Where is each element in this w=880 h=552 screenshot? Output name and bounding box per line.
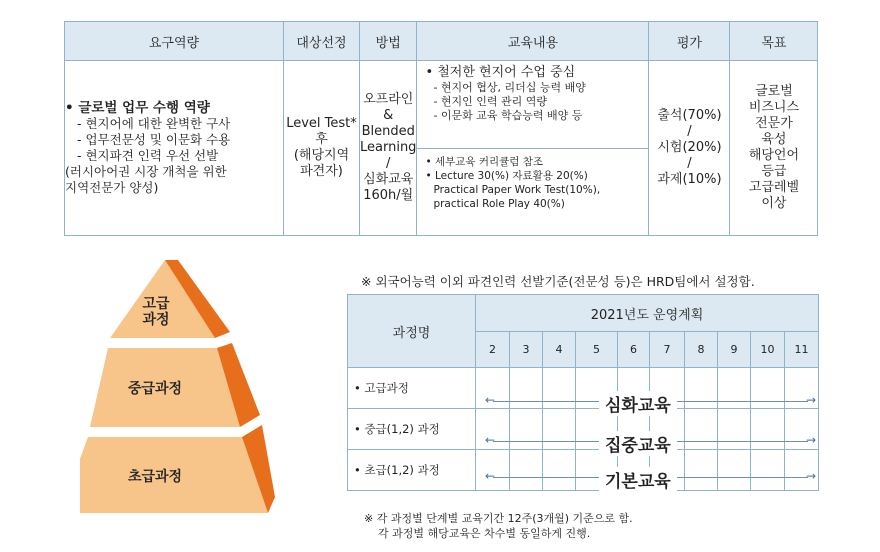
goal-line: 고급레벨 bbox=[748, 180, 800, 195]
evaluation-cell bbox=[649, 61, 730, 236]
timeline-arrow: ← → 기본교육 bbox=[485, 469, 816, 492]
target-line: 파견자) bbox=[300, 164, 343, 179]
timeline-arrow: ← → 집중교육 bbox=[485, 433, 816, 456]
goal-line: 전문가 bbox=[755, 116, 793, 131]
goal-line: 등급 bbox=[761, 164, 787, 179]
method-line: 심화교육 bbox=[363, 172, 414, 187]
method-line: / bbox=[386, 156, 391, 171]
goal-line: 육성 bbox=[761, 132, 787, 147]
method-line: 160h/월 bbox=[363, 188, 414, 203]
evaluation-line: / bbox=[687, 156, 692, 171]
month-header: 9 bbox=[718, 332, 751, 368]
program-label-basic: 기본교육 bbox=[599, 467, 677, 492]
evaluation-line: 출석(70%) bbox=[657, 108, 722, 123]
competency-item: - 업무전문성 및 이문화 수용 bbox=[77, 132, 231, 147]
evaluation-line: 시험(20%) bbox=[657, 140, 722, 155]
method-line: & bbox=[383, 108, 394, 123]
footnote-line: 각 과정별 해당교육은 차수별 동일하게 진행. bbox=[378, 527, 591, 540]
month-header: 8 bbox=[685, 332, 718, 368]
content-detail: • Lecture 30(%) 자료활용 20(%) bbox=[425, 170, 588, 182]
header-method: 방법 bbox=[360, 22, 417, 61]
month-header: 7 bbox=[650, 332, 685, 368]
selection-note: ※ 외국어능력 이외 파견인력 선발기준(전문성 등)은 HRD팀에서 설정함. bbox=[361, 274, 755, 289]
evaluation-line: 과제(10%) bbox=[657, 172, 722, 187]
competency-item: - 현지파견 인력 우선 선발 bbox=[77, 148, 219, 163]
competency-cell bbox=[65, 61, 284, 236]
month-header: 10 bbox=[751, 332, 785, 368]
content-item: - 이문화 교육 학습능력 배양 등 bbox=[433, 109, 583, 122]
competency-item: - 현지어에 대한 완벽한 구사 bbox=[77, 116, 231, 131]
evaluation-line: / bbox=[687, 124, 692, 139]
content-bottom bbox=[417, 149, 648, 235]
month-header: 5 bbox=[576, 332, 618, 368]
content-detail: practical Role Play 40(%) bbox=[433, 198, 565, 210]
month-header: 3 bbox=[510, 332, 543, 368]
competency-main: • 글로벌 업무 수행 역량 bbox=[65, 100, 210, 116]
method-line: Blended bbox=[361, 124, 415, 139]
competency-item: 지역전문가 양성) bbox=[65, 180, 159, 195]
content-main: • 철저한 현지어 수업 중심 bbox=[425, 65, 576, 80]
month-header: 6 bbox=[618, 332, 650, 368]
goal-cell bbox=[730, 61, 818, 236]
target-line: 후 bbox=[315, 132, 328, 147]
header-evaluation: 평가 bbox=[649, 22, 730, 61]
program-label-advanced: 심화교육 bbox=[599, 391, 677, 416]
content-cell bbox=[417, 61, 649, 236]
goal-line: 글로벌 bbox=[755, 84, 793, 99]
target-cell bbox=[284, 61, 360, 236]
content-top bbox=[417, 61, 648, 149]
content-detail: Practical Paper Work Test(10%), bbox=[433, 184, 601, 196]
footnote-line: ※ 각 과정별 단계별 교육기간 12주(3개월) 기준으로 함. bbox=[364, 512, 633, 525]
target-line: Level Test* bbox=[286, 116, 357, 131]
method-line: 오프라인 bbox=[363, 92, 414, 107]
timeline-arrow: ← → 심화교육 bbox=[485, 393, 816, 416]
plan-footnote bbox=[364, 511, 633, 541]
curriculum-table bbox=[64, 21, 818, 236]
method-cell bbox=[360, 61, 417, 236]
course-row-basic: • 초급(1,2) 과정 bbox=[348, 450, 476, 491]
course-name-header: 과정명 bbox=[348, 295, 476, 368]
pyramid-label-advanced: 고급 과정 bbox=[142, 296, 170, 328]
month-header: 2 bbox=[476, 332, 510, 368]
method-line: Learning bbox=[360, 140, 417, 155]
pyramid-label-basic: 초급과정 bbox=[127, 469, 183, 485]
year-plan-header: 2021년도 운영계획 bbox=[476, 295, 819, 332]
pyramid-label-intermediate: 중급과정 bbox=[127, 381, 183, 397]
goal-line: 비즈니스 bbox=[748, 100, 800, 115]
header-target: 대상선정 bbox=[284, 22, 360, 61]
header-content: 교육내용 bbox=[417, 22, 649, 61]
course-row-advanced: • 고급과정 bbox=[348, 368, 476, 409]
competency-item: (러시아어권 시장 개척을 위한 bbox=[65, 164, 227, 179]
program-label-intermediate: 집중교육 bbox=[599, 431, 677, 456]
target-line: (해당지역 bbox=[293, 148, 350, 163]
header-competency: 요구역량 bbox=[65, 22, 284, 61]
header-goal: 목표 bbox=[730, 22, 818, 61]
content-item: - 현지어 협상, 리더십 능력 배양 bbox=[433, 81, 586, 94]
course-row-intermediate: • 중급(1,2) 과정 bbox=[348, 409, 476, 450]
goal-line: 해당언어 bbox=[748, 148, 800, 163]
month-header: 4 bbox=[543, 332, 576, 368]
month-header: 11 bbox=[785, 332, 819, 368]
content-detail: • 세부교육 커리큘럼 참조 bbox=[425, 156, 544, 168]
goal-line: 이상 bbox=[761, 196, 787, 211]
content-item: - 현지인 인력 관리 역량 bbox=[433, 95, 548, 108]
